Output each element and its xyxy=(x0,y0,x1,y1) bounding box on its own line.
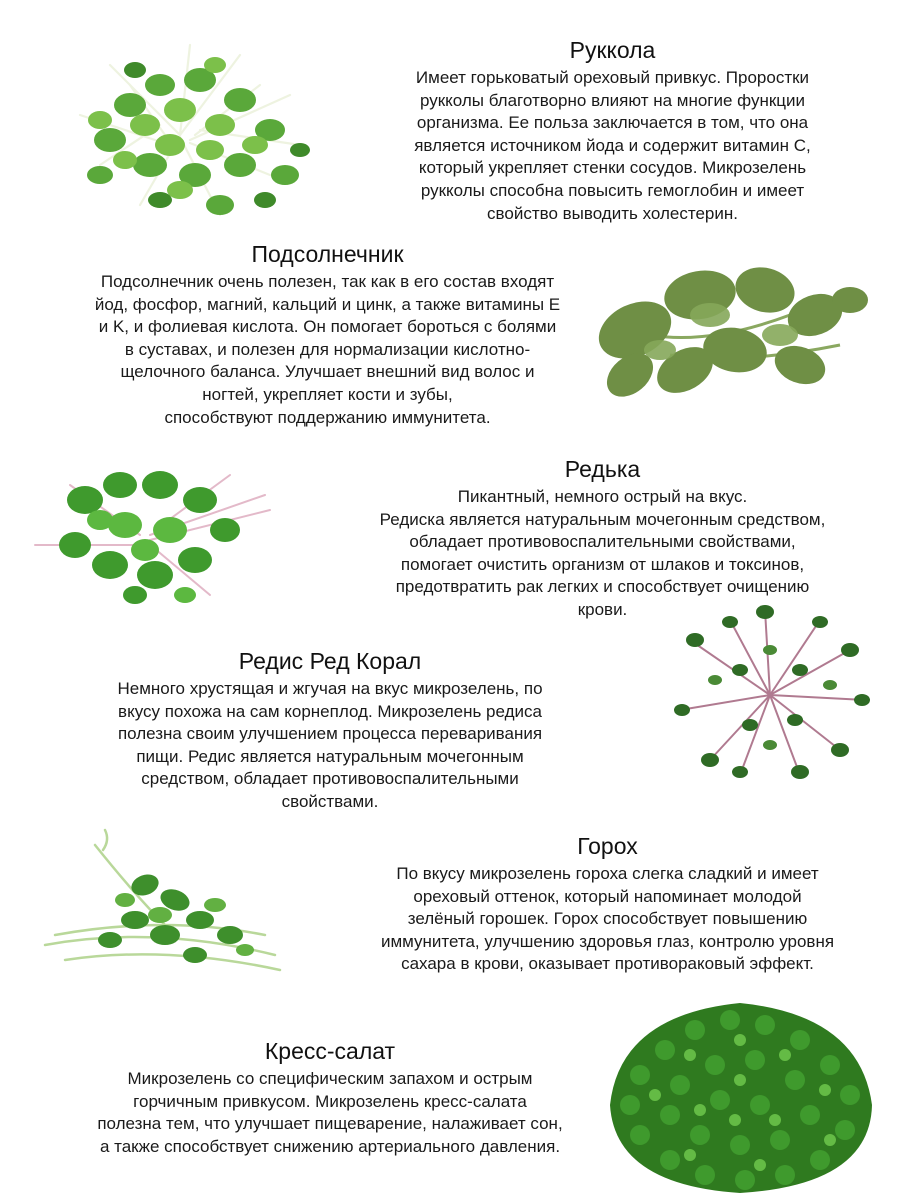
cress-sprouts-image xyxy=(600,995,880,1195)
sunflower-text xyxy=(40,240,615,429)
radish-text xyxy=(325,455,880,622)
item-description: Имеет горьковатый ореховый привкус. Проростки рукколы благотворно влияют на многие функции организма. Ее польза заключается в том, что она является источником йода и содержит витамин С, который укрепляет стенки сосудов. Микрозелень рукколы способна повысить гемоглобин и имеет свойство выводить холестерин. xyxy=(414,68,811,223)
item-title: Кресс-салат xyxy=(264,1038,396,1064)
red-coral-radish-sprouts-image xyxy=(670,600,870,785)
pea-text xyxy=(335,832,880,976)
item-title: Руккола xyxy=(569,37,656,63)
item-description: По вкусу микрозелень гороха слегка сладкий и имеет ореховый оттенок, который напоминает молодой зелёный горошек. Горох способствует повышению иммунитета, улучшению здоровья глаз, контролю уровня сахара в крови, оказывает противораковый эффект. xyxy=(380,864,835,974)
arugula-text xyxy=(355,36,870,225)
radish-sprouts-image xyxy=(30,455,275,610)
red-coral-radish-text xyxy=(60,647,600,814)
item-description: Микрозелень со специфическим запахом и острым горчичным привкусом. Микрозелень кресс-салата полезна тем, что улучшает пищеварение, налаживает сон, а также способствует снижению артериального давления. xyxy=(97,1069,563,1156)
item-title: Подсолнечник xyxy=(251,241,404,267)
arugula-sprouts-image xyxy=(40,25,320,225)
item-title: Редька xyxy=(564,456,641,482)
item-description: Подсолнечник очень полезен, так как в его состав входят йод, фосфор, магний, кальций и цинк, а также витамины E и K, и фолиевая кислота. Он помогает бороться с болями в суставах, и полезен для нормализации кислотно- щелочного баланса. Улучшает внешний вид волос и ногтей, укрепляет кости и зубы, способствуют поддержанию иммунитета. xyxy=(94,272,561,427)
sunflower-sprouts-image xyxy=(590,255,875,405)
cress-text xyxy=(55,1037,605,1158)
pea-shoots-image xyxy=(35,825,285,985)
item-title: Горох xyxy=(577,833,638,859)
item-description: Немного хрустящая и жгучая на вкус микрозелень, по вкусу похожа на сам корнеплод. Микрозелень редиса полезна своим улучшением процесса переваривания пищи. Редис является натуральным мочегонным средством, обладает противовоспалительными свойствами. xyxy=(117,679,543,811)
item-title: Редис Ред Корал xyxy=(238,648,422,674)
item-description: Пикантный, немного острый на вкус. Редиска является натуральным мочегонным средством, обладает противовоспалительными свойствами, помогает очистить организм от шлаков и токсинов, предотвратить рак легких и способствует очищению крови. xyxy=(379,487,826,619)
